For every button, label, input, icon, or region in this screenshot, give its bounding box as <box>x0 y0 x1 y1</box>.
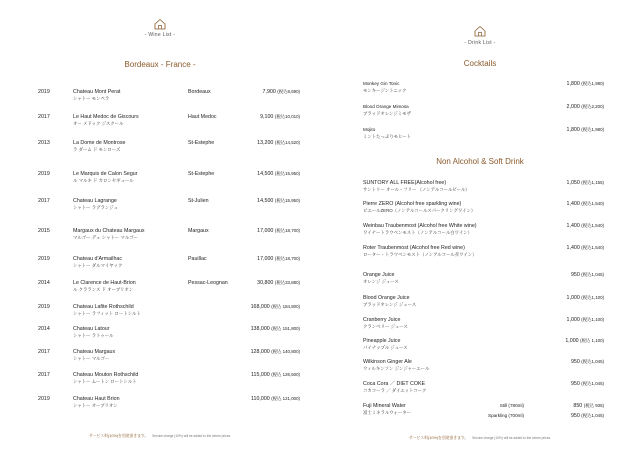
drink-kana: コカコーラ ／ ダイエットコーク <box>363 388 427 393</box>
drink-price: 1,000 (税込 1,100) <box>565 338 604 344</box>
wine-kana: シャトー ラフィット ロートシルト <box>73 311 141 316</box>
house-emblem-icon <box>474 25 486 37</box>
wine-kana: ラ ダーム ド モンローズ <box>73 147 121 152</box>
drink-price: 950 (税込1,045) <box>570 381 604 387</box>
wine-price: 168,000 (税込 184,800) <box>250 304 300 310</box>
drink-kana: ワイナートラウベンモスト（ノンアルコール白ワイン） <box>363 230 473 235</box>
drink-kana: ブラッドオレンジ ジュース <box>363 302 417 307</box>
wine-name: Chateau Haut Brion <box>73 396 120 402</box>
drink-kana: クランベリー ジュース <box>363 324 408 329</box>
drink-price: 950 (税込1,045) <box>570 272 604 278</box>
wine-price: 9,100 (税込10,010) <box>260 114 300 120</box>
wine-name: Chateau Margaux <box>73 349 116 355</box>
left-footer-note <box>0 434 320 439</box>
drink-price: 1,400 (税込1,540) <box>566 245 604 251</box>
drink-name: Orange Juice <box>363 272 395 278</box>
wine-region: St-Estephe <box>188 140 215 146</box>
drink-price: 1,000 (税込1,100) <box>566 295 604 301</box>
drink-price: 1,400 (税込1,540) <box>566 223 604 229</box>
wine-year: 2014 <box>38 326 50 332</box>
wine-region: Bordeaux <box>188 89 211 95</box>
wine-kana: シャトー マルゴー <box>73 356 110 361</box>
wine-name: Chateau Latour <box>73 326 110 332</box>
wine-year: 2019 <box>38 396 50 402</box>
wine-year: 2017 <box>38 114 50 120</box>
drink-price: 1,000 (税込1,100) <box>566 317 604 323</box>
wine-name: Le Marquis de Calon Segur <box>73 171 138 177</box>
wine-year: 2019 <box>38 171 50 177</box>
wine-year: 2013 <box>38 140 50 146</box>
wine-name: Le Haut Medoc de Giscours <box>73 114 139 120</box>
drink-kana: ウィルキンソン ジンジャーエール <box>363 366 430 371</box>
wine-name: Chateau Mont Perat <box>73 89 121 95</box>
drink-name: Monkey Gin Tonic <box>363 81 400 86</box>
wine-region: St-Estephe <box>188 171 215 177</box>
wine-year: 2019 <box>38 304 50 310</box>
wine-year: 2017 <box>38 349 50 355</box>
footer-en: Service charge (10%) will be added to the above prices. <box>472 436 552 440</box>
still-price: 850 (税込 935) <box>573 403 604 409</box>
drink-list-title: - Drink List - <box>464 40 496 46</box>
drink-kana: モンキージントニック <box>363 88 407 93</box>
wine-price: 138,000 (税込 151,800) <box>250 326 300 332</box>
drink-kana: ピエールZERO（ノンアルコールスパークリングワイン） <box>363 208 476 213</box>
drink-name: Pierre ZERO (Alcohol free sparkling wine) <box>363 201 462 207</box>
drink-price: 950 (税込1,045) <box>570 359 604 365</box>
footer-en: Service charge (10%) will be added to the above prices. <box>152 434 232 438</box>
drink-name: Cranberry Juice <box>363 317 401 323</box>
wine-year: 2015 <box>38 228 50 234</box>
wine-kana: シャトー ムートン ロートシルト <box>73 379 137 384</box>
wine-price: 17,000 (税込18,700) <box>257 256 300 262</box>
water-name: Fuji Mineral Water <box>363 403 406 409</box>
drink-name: Mojito <box>363 127 376 132</box>
drink-name: Pineapple Juice <box>363 338 401 344</box>
wine-price: 30,800 (税込33,880) <box>257 280 300 286</box>
drink-price: 1,050 (税込1,155) <box>566 180 604 186</box>
drink-kana: パイナップル ジュース <box>363 345 408 350</box>
wine-region: St-Julien <box>188 198 209 204</box>
drink-price: 1,800 (税込1,980) <box>566 81 604 87</box>
wine-price: 7,900 (税込8,690) <box>262 89 300 95</box>
wine-region: Pessac-Leognan <box>188 280 228 286</box>
drink-list-page <box>320 0 640 453</box>
wine-price: 17,000 (税込18,700) <box>257 228 300 234</box>
wine-name: Chateau d'Armailhac <box>73 256 123 262</box>
drink-name: Blood Orange Mimosa <box>363 104 409 109</box>
still-label: Still (780ml) <box>499 403 524 408</box>
wine-name: Chateau Mouton Rothschild <box>73 372 139 378</box>
drink-kana: ブラッドオレンジミモザ <box>363 111 411 116</box>
drink-name: SUNTORY ALL FREE(Alcohol free) <box>363 180 447 186</box>
soft-drink-section-title: Non Alcohol & Soft Drink <box>436 157 524 166</box>
drink-name: Weinbau Traubenmost (Alcohol free White wine) <box>363 223 477 229</box>
drink-name: Wilkinson Ginger Ale <box>363 359 412 365</box>
wine-kana: シャトー ダルマイヤック <box>73 263 123 268</box>
drink-price: 1,800 (税込1,980) <box>566 127 604 133</box>
wine-kana: ル クラランス ド オーブリオン <box>73 287 134 292</box>
wine-name: Margaux du Chateau Margaux <box>73 228 145 234</box>
wine-name: Le Clarence de Haut-Brion <box>73 280 136 286</box>
wine-name: Chateau Lafite Rothschild <box>73 304 134 310</box>
wine-price: 110,000 (税込 121,000) <box>250 396 300 402</box>
drink-kana: ミントたっぷりモヒート <box>363 134 412 139</box>
wine-name: Chateau Lagrange <box>73 198 117 204</box>
wine-region: Pauillac <box>188 256 207 262</box>
wine-kana: シャトー ラグランジュ <box>73 205 118 210</box>
wine-name: La Dome de Montrose <box>73 140 126 146</box>
wine-year: 2017 <box>38 372 50 378</box>
footer-jp: サービス料(10%)を別途頂きます。 <box>408 436 469 440</box>
wine-kana: シャトー ラトゥール <box>73 333 114 338</box>
wine-price: 115,000 (税込 126,500) <box>250 372 300 378</box>
sparkling-label: Sparkling (700ml) <box>488 413 524 418</box>
drink-name: Coca Cora ／ DIET COKE <box>363 381 426 387</box>
wine-region: Haut Medoc <box>188 114 217 120</box>
wine-year: 2017 <box>38 198 50 204</box>
wine-price: 13,200 (税込14,520) <box>257 140 300 146</box>
right-footer-note <box>320 436 640 441</box>
wine-year: 2019 <box>38 89 50 95</box>
wine-kana: シャトー モンペラ <box>73 96 110 101</box>
bordeaux-section-title: Bordeaux - France - <box>124 60 196 69</box>
sparkling-price: 950 (税込1,045) <box>570 413 604 419</box>
cocktails-section-title: Cocktails <box>463 59 497 68</box>
wine-year: 2019 <box>38 256 50 262</box>
wine-price: 14,500 (税込15,950) <box>257 171 300 177</box>
water-kana: 富士ミネラルウォーター <box>363 410 411 415</box>
drink-kana: ローター・トラウベンモスト（ノンアルコール赤ワイン） <box>363 252 477 257</box>
drink-name: Roter Traubenmost (Alcohol free Red wine) <box>363 245 465 251</box>
house-emblem-icon <box>154 18 166 30</box>
drink-kana: サントリー オール・フリー （ノンアルコールビール） <box>363 187 470 192</box>
drink-kana: オレンジ ジュース <box>363 279 399 284</box>
wine-year: 2014 <box>38 280 50 286</box>
drink-name: Blood Orange Juice <box>363 295 410 301</box>
wine-price: 14,500 (税込15,950) <box>257 198 300 204</box>
footer-jp: サービス料(10%)を別途頂きます。 <box>88 434 149 438</box>
wine-region: Margaux <box>188 228 209 234</box>
wine-price: 128,000 (税込 140,800) <box>250 349 300 355</box>
wine-kana: マルゴー デュ シャトー マルゴー <box>73 235 138 240</box>
drink-price: 1,400 (税込1,540) <box>566 201 604 207</box>
wine-list-title: - Wine List - <box>144 32 176 38</box>
drink-price: 2,000 (税込2,200) <box>566 104 604 110</box>
wine-kana: シャトー オーブリオン <box>73 403 118 408</box>
wine-kana: オー メドック ジスクール <box>73 121 124 126</box>
wine-kana: ル マルキ ド カロンセギュール <box>73 178 134 183</box>
